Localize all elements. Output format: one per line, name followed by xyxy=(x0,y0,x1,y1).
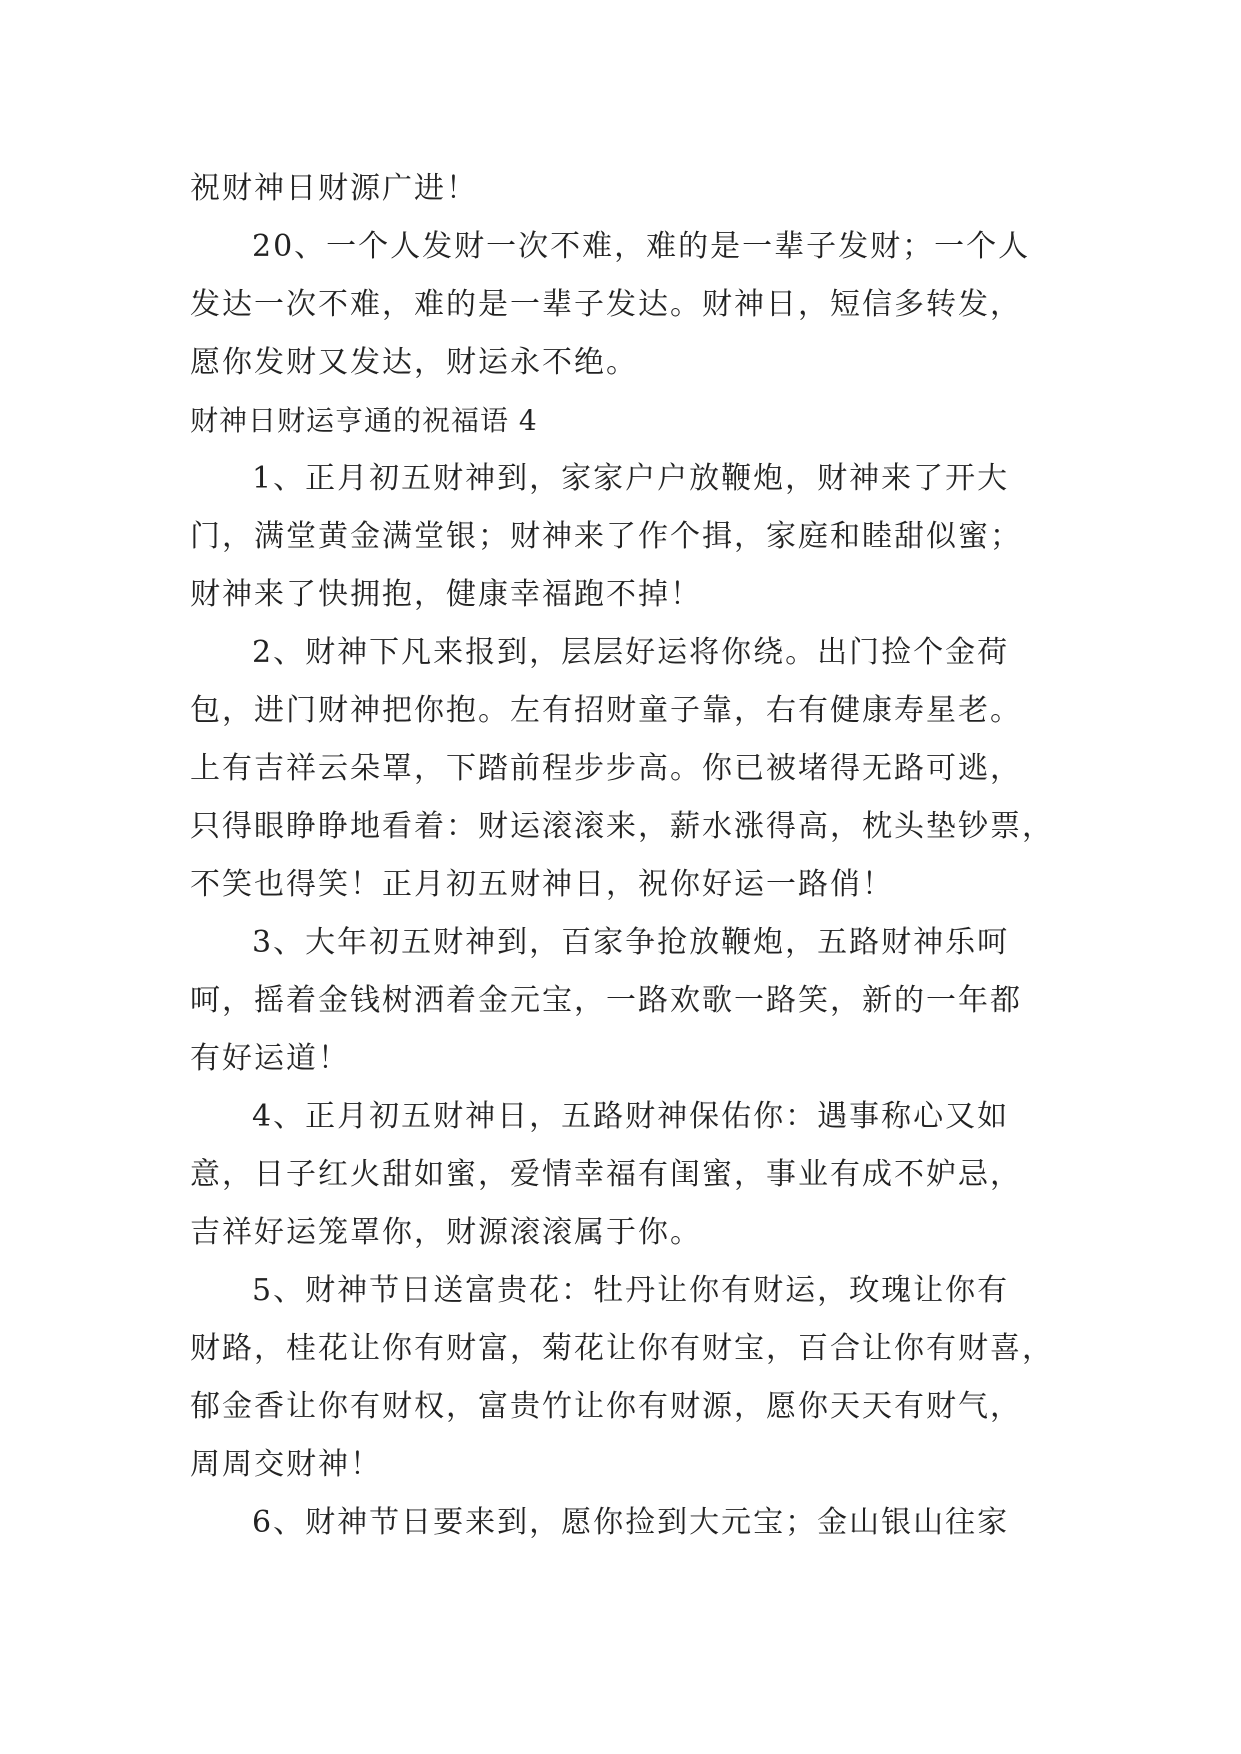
text-line: 呵，摇着金钱树洒着金元宝，一路欢歌一路笑，新的一年都 xyxy=(190,983,1022,1018)
text-line: 财神来了快拥抱，健康幸福跑不掉！ xyxy=(190,577,702,612)
item-2-line: 2、财神下凡来报到，层层好运将你绕。出门捡个金荷 xyxy=(252,635,1010,670)
text-line: 发达一次不难，难的是一辈子发达。财神日，短信多转发， xyxy=(190,287,1022,322)
document-page xyxy=(190,160,1070,1552)
text-line: 吉祥好运笼罩你，财源滚滚属于你。 xyxy=(190,1215,702,1250)
text-line: 周周交财神！ xyxy=(190,1447,382,1482)
item-6-line: 6、财神节日要来到，愿你捡到大元宝；金山银山往家 xyxy=(252,1505,1010,1540)
text-line: 祝财神日财源广进！ xyxy=(190,171,478,206)
item-3-line: 3、大年初五财神到，百家争抢放鞭炮，五路财神乐呵 xyxy=(252,925,1010,960)
item-20-line: 20、一个人发财一次不难，难的是一辈子发财；一个人 xyxy=(252,229,1031,264)
section-heading: 财神日财运亨通的祝福语 4 xyxy=(190,404,538,437)
text-line: 有好运道！ xyxy=(190,1041,350,1076)
text-line: 包，进门财神把你抱。左有招财童子靠，右有健康寿星老。 xyxy=(190,693,1022,728)
text-line: 郁金香让你有财权，富贵竹让你有财源，愿你天天有财气， xyxy=(190,1389,1022,1424)
text-line: 不笑也得笑！正月初五财神日，祝你好运一路俏！ xyxy=(190,867,894,902)
text-line: 财路，桂花让你有财富，菊花让你有财宝，百合让你有财喜， xyxy=(190,1331,1054,1366)
item-1-line: 1、正月初五财神到，家家户户放鞭炮，财神来了开大 xyxy=(252,461,1010,496)
text-line: 愿你发财又发达，财运永不绝。 xyxy=(190,345,638,380)
item-4-line: 4、正月初五财神日，五路财神保佑你：遇事称心又如 xyxy=(252,1099,1010,1134)
text-line: 意，日子红火甜如蜜，爱情幸福有闺蜜，事业有成不妒忌， xyxy=(190,1157,1022,1192)
text-line: 上有吉祥云朵罩，下踏前程步步高。你已被堵得无路可逃， xyxy=(190,751,1022,786)
text-line: 只得眼睁睁地看着：财运滚滚来，薪水涨得高，枕头垫钞票， xyxy=(190,809,1054,844)
item-5-line: 5、财神节日送富贵花：牡丹让你有财运，玫瑰让你有 xyxy=(252,1273,1010,1308)
text-line: 门，满堂黄金满堂银；财神来了作个揖，家庭和睦甜似蜜； xyxy=(190,519,1022,554)
